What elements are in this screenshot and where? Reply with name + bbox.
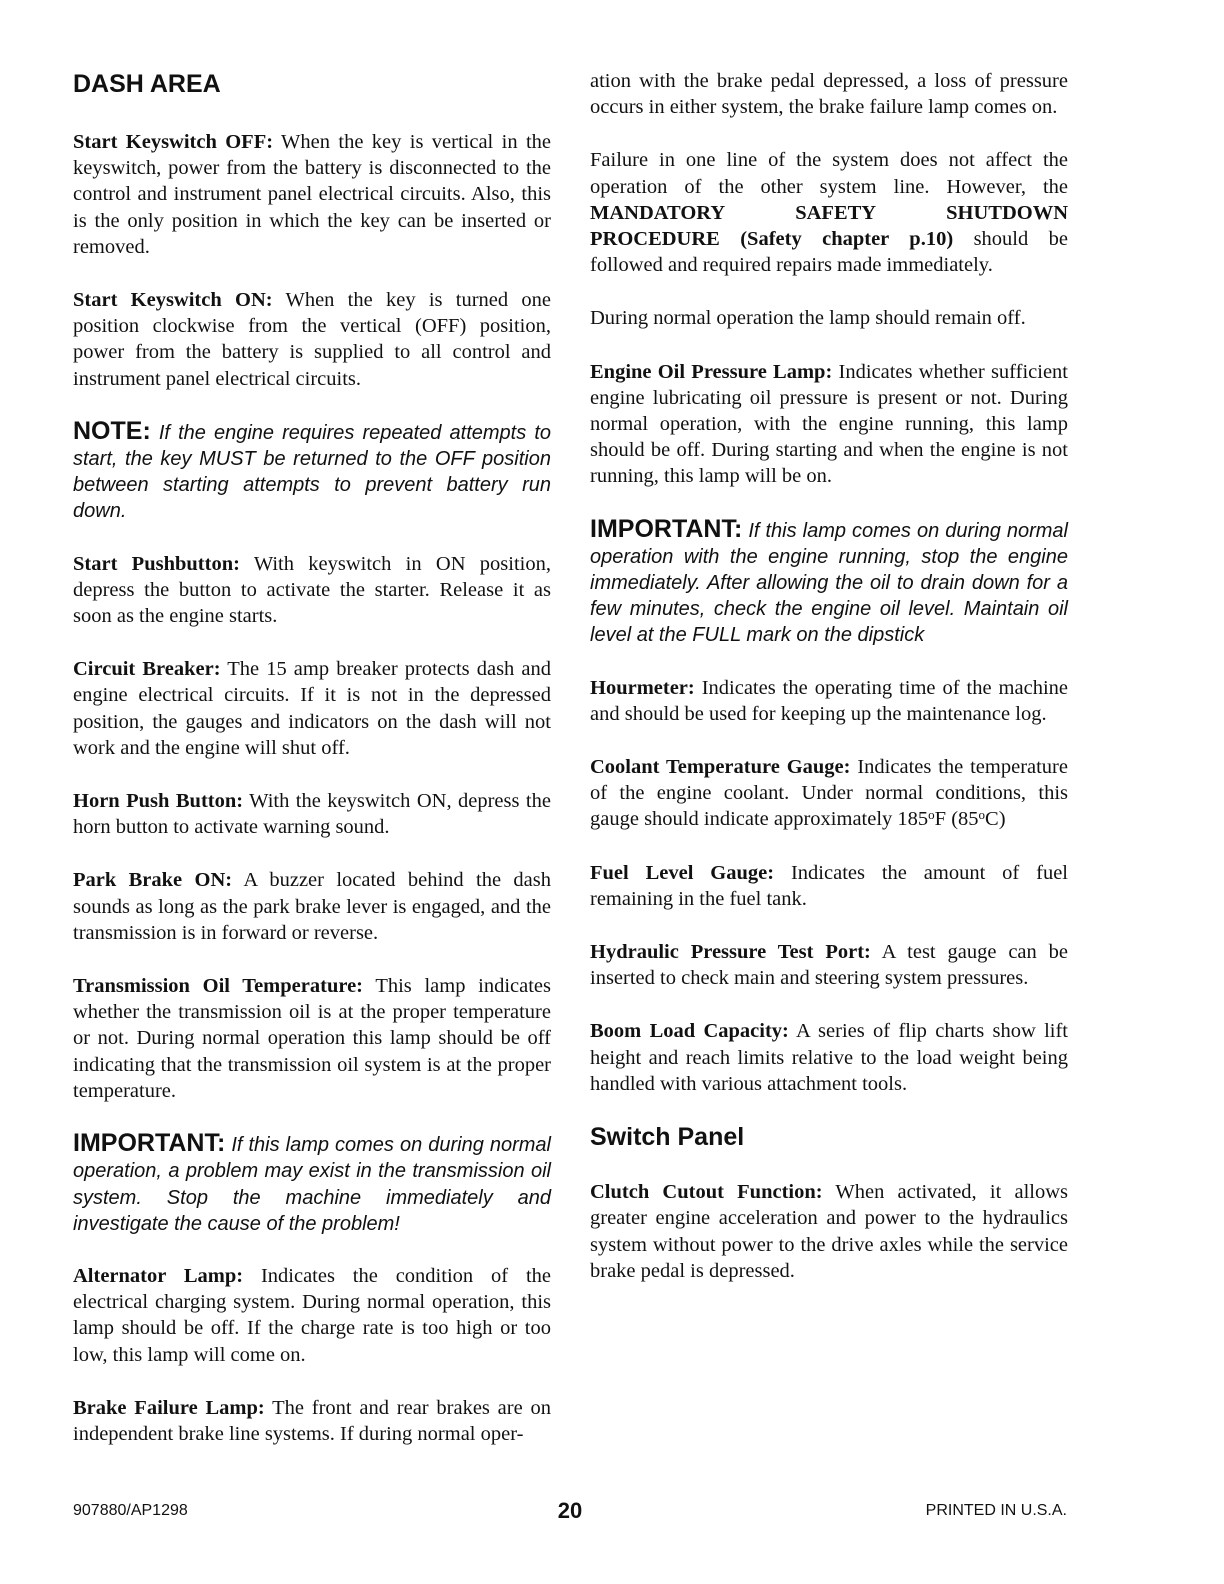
horn-push-button-paragraph — [73, 788, 551, 840]
term: Coolant Temperature Gauge: — [590, 756, 851, 779]
line-failure-paragraph — [590, 147, 1068, 278]
switch-panel-heading: Switch Panel — [590, 1123, 745, 1152]
term: Boom Load Capacity: — [590, 1020, 789, 1043]
clutch-cutout-paragraph — [590, 1179, 1068, 1284]
term: Brake Failure Lamp: — [73, 1396, 265, 1419]
description-end: C) — [985, 808, 1006, 831]
description: Indicates the temperature of the engine coolant. Under normal conditions, this gauge should indicate approximately 185 — [590, 756, 1068, 831]
term: Start Keyswitch ON: — [73, 289, 273, 312]
description: A test gauge can be inserted to check main and steering system pressures. — [590, 941, 1068, 990]
circuit-breaker-paragraph — [73, 656, 551, 761]
safety-shutdown-reference: MANDATORY SAFETY SHUTDOWN PROCEDURE (Safety chapter p.10) — [590, 201, 1068, 251]
brake-failure-lamp-paragraph — [73, 1395, 551, 1447]
description: A series of flip charts show lift height and reach limits relative to the load weight being handled with various attachment tools. — [590, 1020, 1069, 1095]
start-keyswitch-on-paragraph — [73, 287, 551, 392]
text-pre: Failure in one line of the system does not affect the operation of the other system line. However, the — [590, 149, 1068, 198]
start-pushbutton-paragraph — [73, 551, 551, 630]
term: Start Pushbutton: — [73, 552, 240, 575]
important-oil-note — [590, 516, 1068, 649]
note-repeated-attempts — [73, 418, 551, 525]
printed-in: PRINTED IN U.S.A. — [925, 1502, 1067, 1519]
page-footer — [73, 1498, 1067, 1528]
term: Circuit Breaker: — [73, 658, 221, 681]
coolant-temp-paragraph — [590, 754, 1068, 833]
term: Park Brake ON: — [73, 869, 233, 892]
document-id: 907880/AP1298 — [73, 1502, 188, 1519]
description: Indicates the amount of fuel remaining in the fuel tank. — [590, 861, 1068, 910]
description: When the key is turned one position clockwise from the vertical (OFF) position, power from the battery is supplied to all control and instrument panel electrical circuits. — [73, 289, 551, 390]
term: Engine Oil Pressure Lamp: — [590, 360, 833, 383]
term: Hydraulic Pressure Test Port: — [590, 941, 871, 964]
right-column — [590, 66, 1068, 1284]
alternator-lamp-paragraph — [73, 1263, 551, 1368]
term: Alternator Lamp: — [73, 1264, 244, 1287]
term: Hourmeter: — [590, 676, 695, 699]
description: A buzzer located behind the dash sounds as long as the park brake lever is engaged, and the transmission is in forward or reverse. — [73, 869, 551, 944]
description: The 15 amp breaker protects dash and engine electrical circuits. If it is not in the depressed position, the gauges and indicators on the dash will not work and the engine will shut off. — [73, 658, 551, 759]
brake-failure-continued: ation with the brake pedal depressed, a loss of pressure occurs in either system, the brake failure lamp comes on. — [590, 70, 1068, 119]
park-brake-paragraph — [73, 867, 551, 946]
degree-mark: o — [928, 807, 935, 823]
note-text: If this lamp comes on during normal operation with the engine running, stop the engine immediately. After allowing the oil to drain down for a few minutes, check the engine oil level. Maintain oil level at the FULL mark on the dipstick — [590, 519, 1068, 647]
description: With keyswitch in ON position, depress the button to activate the starter. Release it as soon as the engine starts. — [73, 552, 551, 628]
note-label: NOTE: — [73, 416, 151, 445]
term: Start Keyswitch OFF: — [73, 131, 274, 153]
description: Indicates the operating time of the machine and should be used for keeping up the maintenance log. — [590, 676, 1068, 725]
description: Indicates the condition of the electrical charging system. During normal operation, this lamp should be off. If the charge rate is too high or too low, this lamp will come on. — [73, 1264, 551, 1366]
term: Transmission Oil Temperature: — [73, 975, 363, 998]
dash-area-heading: DASH AREA — [73, 70, 221, 98]
term: Fuel Level Gauge: — [590, 861, 775, 884]
start-keyswitch-off-paragraph — [73, 129, 551, 260]
hourmeter-paragraph — [590, 675, 1068, 727]
text-post: should be followed and required repairs made immediately. — [590, 228, 1068, 277]
boom-load-capacity-paragraph — [590, 1018, 1068, 1097]
note-label: IMPORTANT: — [73, 1129, 226, 1158]
description: Indicates whether sufficient engine lubricating oil pressure is present or not. During normal operation, with the engine running, this lamp should be off. During starting and when the engine is not running, this lamp will be on. — [590, 360, 1068, 488]
description: When activated, it allows greater engine acceleration and power to the hydraulics system without power to the drive axles while the service brake pedal is depressed. — [590, 1181, 1068, 1282]
engine-oil-pressure-paragraph — [590, 359, 1068, 490]
degree-mark: o — [978, 807, 986, 823]
note-label: IMPORTANT: — [590, 514, 743, 543]
left-column — [73, 66, 551, 1447]
description: When the key is vertical in the keyswitch, power from the battery is disconnected to the control and instrument panel electrical circuits. Also, this is the only position in which the key can be inserted or removed. — [73, 131, 551, 258]
transmission-oil-temp-paragraph — [73, 973, 551, 1104]
term: Clutch Cutout Function: — [590, 1181, 823, 1204]
term: Horn Push Button: — [73, 790, 244, 813]
description: This lamp indicates whether the transmission oil is at the proper temperature or not. During normal operation this lamp should be off indicating that the transmission oil system is at the proper temperature. — [73, 975, 551, 1102]
note-text: If the engine requires repeated attempts to start, the key MUST be returned to the OFF position between starting attempts to prevent battery run down. — [73, 421, 551, 523]
description: The front and rear brakes are on independent brake line systems. If during normal oper- — [73, 1396, 551, 1445]
description-mid: F (85 — [934, 808, 979, 831]
note-text: If this lamp comes on during normal operation, a problem may exist in the transmission oil system. Stop the machine immediately and investigate the cause of the problem! — [73, 1134, 551, 1235]
hydraulic-test-port-paragraph — [590, 939, 1068, 991]
fuel-level-paragraph — [590, 860, 1068, 912]
page-number: 20 — [557, 1498, 583, 1523]
description: With the keyswitch ON, depress the horn button to activate warning sound. — [73, 790, 551, 839]
important-transmission-note — [73, 1130, 551, 1237]
lamp-remain-off-paragraph: During normal operation the lamp should remain off. — [590, 307, 1026, 330]
